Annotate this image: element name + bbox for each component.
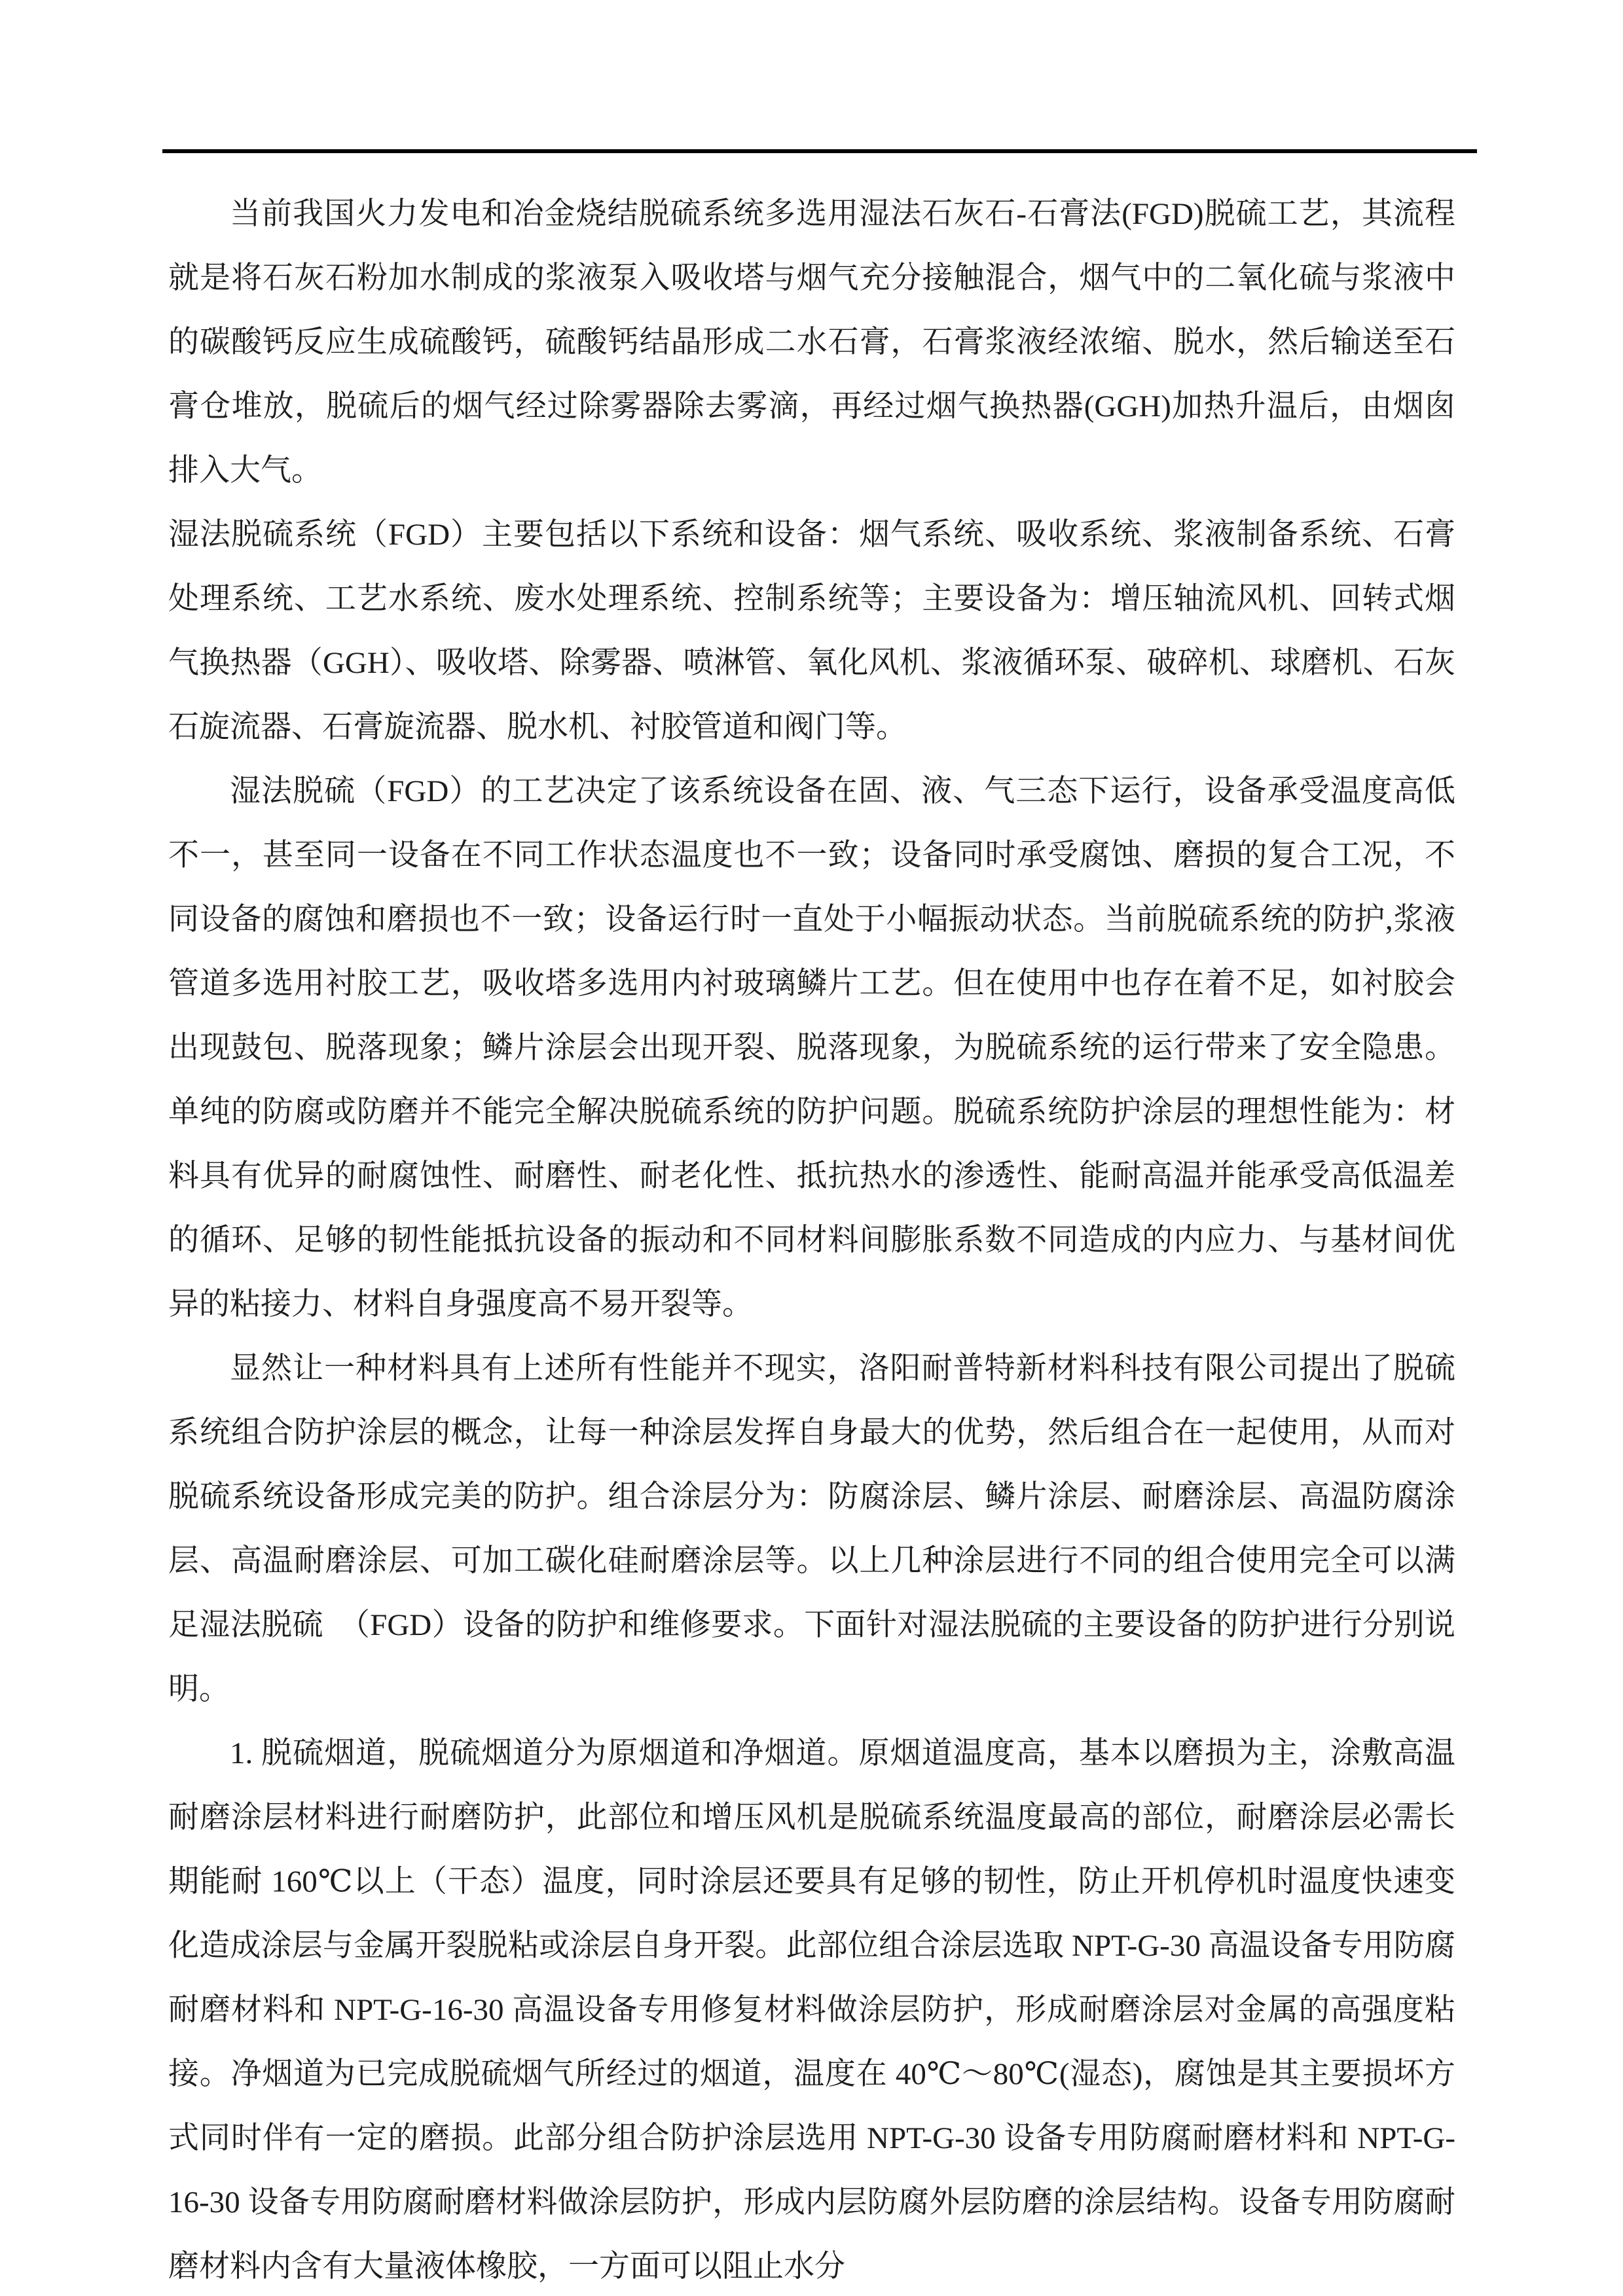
body-paragraph-2: 湿法脱硫系统（FGD）主要包括以下系统和设备：烟气系统、吸收系统、浆液制备系统、石膏处理系统、工艺水系统、废水处理系统、控制系统等；主要设备为：增压轴流风机、回转式烟气换热器（GGH）、吸收塔、除雾器、喷淋管、氧化风机、浆液循环泵、破碎机、球磨机、石灰石旋流器、石膏旋流器、脱水机、衬胶管道和阀门等。 — [168, 518, 1455, 744]
body-paragraph-5: 1. 脱硫烟道，脱硫烟道分为原烟道和净烟道。原烟道温度高，基本以磨损为主，涂敷高温耐磨涂层材料进行耐磨防护，此部位和增压风机是脱硫系统温度最高的部位，耐磨涂层必需长期能耐 160℃以上（干态）温度，同时涂层还要具有足够的韧性，防止开机停机时温度快速变化造成涂层与金属开裂脱粘或涂层自身开裂。此部位组合涂层选取 NPT-G-30 高温设备专用防腐耐磨材料和 NPT-G-16-30 高温设备专用修复材料做涂层防护，形成耐磨涂层对金属的高强度粘接。净烟道为已完成脱硫烟气所经过的烟道，温度在 40℃～80℃(湿态)，腐蚀是其主要损坏方式同时伴有一定的磨损。此部分组合防护涂层选用 NPT-G-30 设备专用防腐耐磨材料和 NPT-G-16-30 设备专用防腐耐磨材料做涂层防护，形成内层防腐外层防磨的涂层结构。设备专用防腐耐磨材料内含有大量液体橡胶，一方面可以阻止水分 — [168, 1736, 1455, 2284]
body-paragraph-1: 当前我国火力发电和冶金烧结脱硫系统多选用湿法石灰石-石膏法(FGD)脱硫工艺，其流程就是将石灰石粉加水制成的浆液泵入吸收塔与烟气充分接触混合，烟气中的二氧化硫与浆液中的碳酸钙反应生成硫酸钙，硫酸钙结晶形成二水石膏，石膏浆液经浓缩、脱水，然后输送至石膏仓堆放，脱硫后的烟气经过除雾器除去雾滴，再经过烟气换热器(GGH)加热升温后，由烟囱排入大气。 — [168, 197, 1455, 488]
header-divider-rule — [162, 149, 1477, 153]
body-paragraph-3: 湿法脱硫（FGD）的工艺决定了该系统设备在固、液、气三态下运行，设备承受温度高低不一，甚至同一设备在不同工作状态温度也不一致；设备同时承受腐蚀、磨损的复合工况，不同设备的腐蚀和磨损也不一致；设备运行时一直处于小幅振动状态。当前脱硫系统的防护,浆液管道多选用衬胶工艺，吸收塔多选用内衬玻璃鳞片工艺。但在使用中也存在着不足，如衬胶会出现鼓包、脱落现象；鳞片涂层会出现开裂、脱落现象，为脱硫系统的运行带来了安全隐患。单纯的防腐或防磨并不能完全解决脱硫系统的防护问题。脱硫系统防护涂层的理想性能为：材料具有优异的耐腐蚀性、耐磨性、耐老化性、抵抗热水的渗透性、能耐高温并能承受高低温差的循环、足够的韧性能抵抗设备的振动和不同材料间膨胀系数不同造成的内应力、与基材间优异的粘接力、材料自身强度高不易开裂等。 — [168, 774, 1455, 1321]
page-body — [168, 182, 1455, 2296]
body-paragraph-4: 显然让一种材料具有上述所有性能并不现实，洛阳耐普特新材料科技有限公司提出了脱硫系统组合防护涂层的概念，让每一种涂层发挥自身最大的优势，然后组合在一起使用，从而对脱硫系统设备形成完美的防护。组合涂层分为：防腐涂层、鳞片涂层、耐磨涂层、高温防腐涂层、高温耐磨涂层、可加工碳化硅耐磨涂层等。以上几种涂层进行不同的组合使用完全可以满足湿法脱硫 （FGD）设备的防护和维修要求。下面针对湿法脱硫的主要设备的防护进行分别说明。 — [168, 1352, 1455, 1706]
